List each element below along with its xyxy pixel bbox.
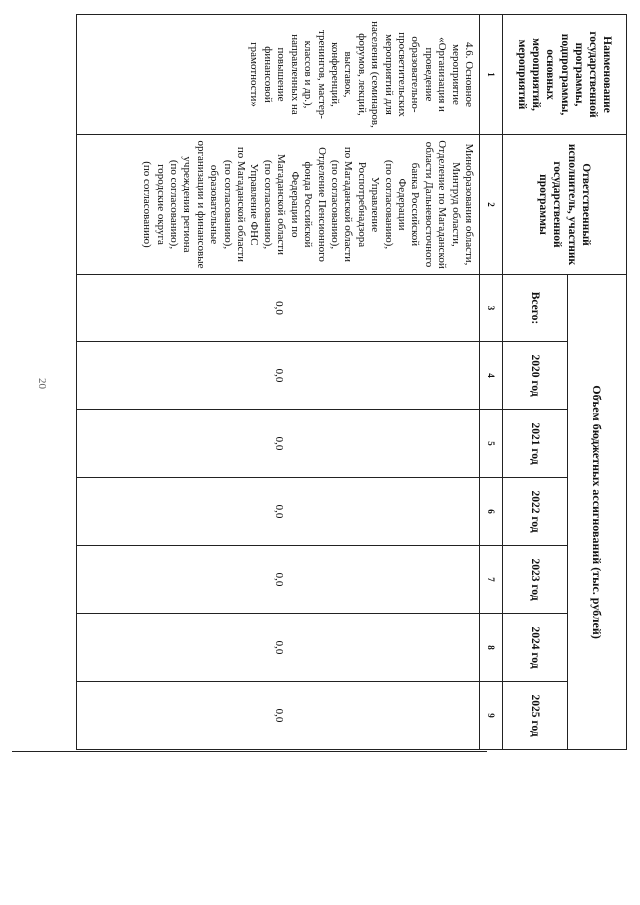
column-number: 5 xyxy=(480,410,503,478)
executor-line: Управление ФНС xyxy=(248,163,261,246)
header-executor: Ответственный исполнитель, участник государственной программы xyxy=(503,135,627,275)
value-2022: 0,0 xyxy=(77,478,480,546)
column-number: 3 xyxy=(480,275,503,342)
measure-name-line: населения (семинаров, xyxy=(369,21,382,128)
measure-name-line: просветительских xyxy=(395,32,408,117)
header-year-2024: 2024 год xyxy=(503,614,568,682)
total-value: 0,0 xyxy=(77,275,480,342)
header-total: Всего: xyxy=(503,275,568,342)
executor-line: Магаданской области xyxy=(275,154,288,255)
table-row xyxy=(77,15,480,750)
measure-name-line: 4.6. Основное xyxy=(463,41,475,108)
header-year-2020: 2020 год xyxy=(503,342,568,410)
page-number: 20 xyxy=(36,378,48,389)
column-number: 7 xyxy=(480,546,503,614)
executor-line: банка Российской xyxy=(409,162,422,247)
executor-line: городские округа xyxy=(154,164,167,245)
executor-line: (по согласованию), xyxy=(168,159,181,250)
column-number: 9 xyxy=(480,682,503,750)
measure-name-line: выставок, конференций, xyxy=(328,42,355,107)
executor-line: области Дальневосточного xyxy=(422,141,435,268)
executor-line: Отделение по Магаданской xyxy=(436,140,449,269)
executor-line: (по согласованию), xyxy=(221,159,234,250)
rotated-table-page xyxy=(61,14,627,749)
measure-name-line: образовательно- xyxy=(409,36,422,113)
bottom-divider xyxy=(12,751,487,752)
measure-name-line: форумов, лекций, xyxy=(355,33,368,116)
executor-cell xyxy=(77,135,480,275)
measure-name-line: классов и др.), xyxy=(302,40,315,109)
measure-name-line: «Организация и xyxy=(436,37,449,112)
column-number: 1 xyxy=(480,15,503,135)
measure-name-line: направленных на xyxy=(288,34,301,115)
value-2023: 0,0 xyxy=(77,546,480,614)
measure-name-line: грамотности» xyxy=(248,42,261,107)
executor-line: (по согласованию), xyxy=(382,159,395,250)
value-2020: 0,0 xyxy=(77,342,480,410)
executor-line: Федерации по xyxy=(288,171,301,238)
header-year-2023: 2023 год xyxy=(503,546,568,614)
measure-name-cell xyxy=(77,15,480,135)
executor-line: Минтруд области, xyxy=(449,162,462,247)
column-number: 2 xyxy=(480,135,503,275)
value-2021: 0,0 xyxy=(77,410,480,478)
executor-line: Управление xyxy=(369,176,382,233)
executor-line: (по согласованию), xyxy=(328,159,341,250)
executor-line: (по согласованию), xyxy=(261,159,274,250)
header-year-2022: 2022 год xyxy=(503,478,568,546)
header-year-2025: 2025 год xyxy=(503,682,568,750)
column-number: 8 xyxy=(480,614,503,682)
column-number-row xyxy=(480,15,503,750)
executor-line: (по согласованию) xyxy=(141,161,154,248)
executor-line: образовательные xyxy=(208,164,221,245)
executor-line: Минобразования области, xyxy=(463,143,475,266)
executor-line: Роспотребнадзора xyxy=(355,161,368,248)
executor-line: Федерации xyxy=(395,178,408,231)
measure-name-line: тренингов, мастер- xyxy=(315,30,328,119)
executor-line: организации и финансовые xyxy=(194,140,207,269)
header-name: Наименование государственной программы, подпрограммы, основных мероприятий, мероприятий xyxy=(503,15,627,135)
executor-line: по Магаданской области xyxy=(235,146,248,263)
executor-line: фонда Российской xyxy=(302,161,315,248)
executor-line: учреждения региона xyxy=(181,156,194,253)
value-2024: 0,0 xyxy=(77,614,480,682)
header-year-2021: 2021 год xyxy=(503,410,568,478)
measure-name-line: проведение xyxy=(422,47,435,102)
budget-table xyxy=(76,14,627,750)
measure-name-line: мероприятий для xyxy=(382,34,395,115)
measure-name-line: мероприятие xyxy=(449,44,462,105)
measure-name-line: повышение финансовой xyxy=(261,46,288,103)
column-number: 4 xyxy=(480,342,503,410)
column-number: 6 xyxy=(480,478,503,546)
executor-line: по Магаданской области xyxy=(342,146,355,263)
executor-line: Отделение Пенсионного xyxy=(315,147,328,262)
header-budget-group: Объем бюджетных ассигнований (тыс. рублей) xyxy=(568,275,627,750)
value-2025: 0,0 xyxy=(77,682,480,750)
